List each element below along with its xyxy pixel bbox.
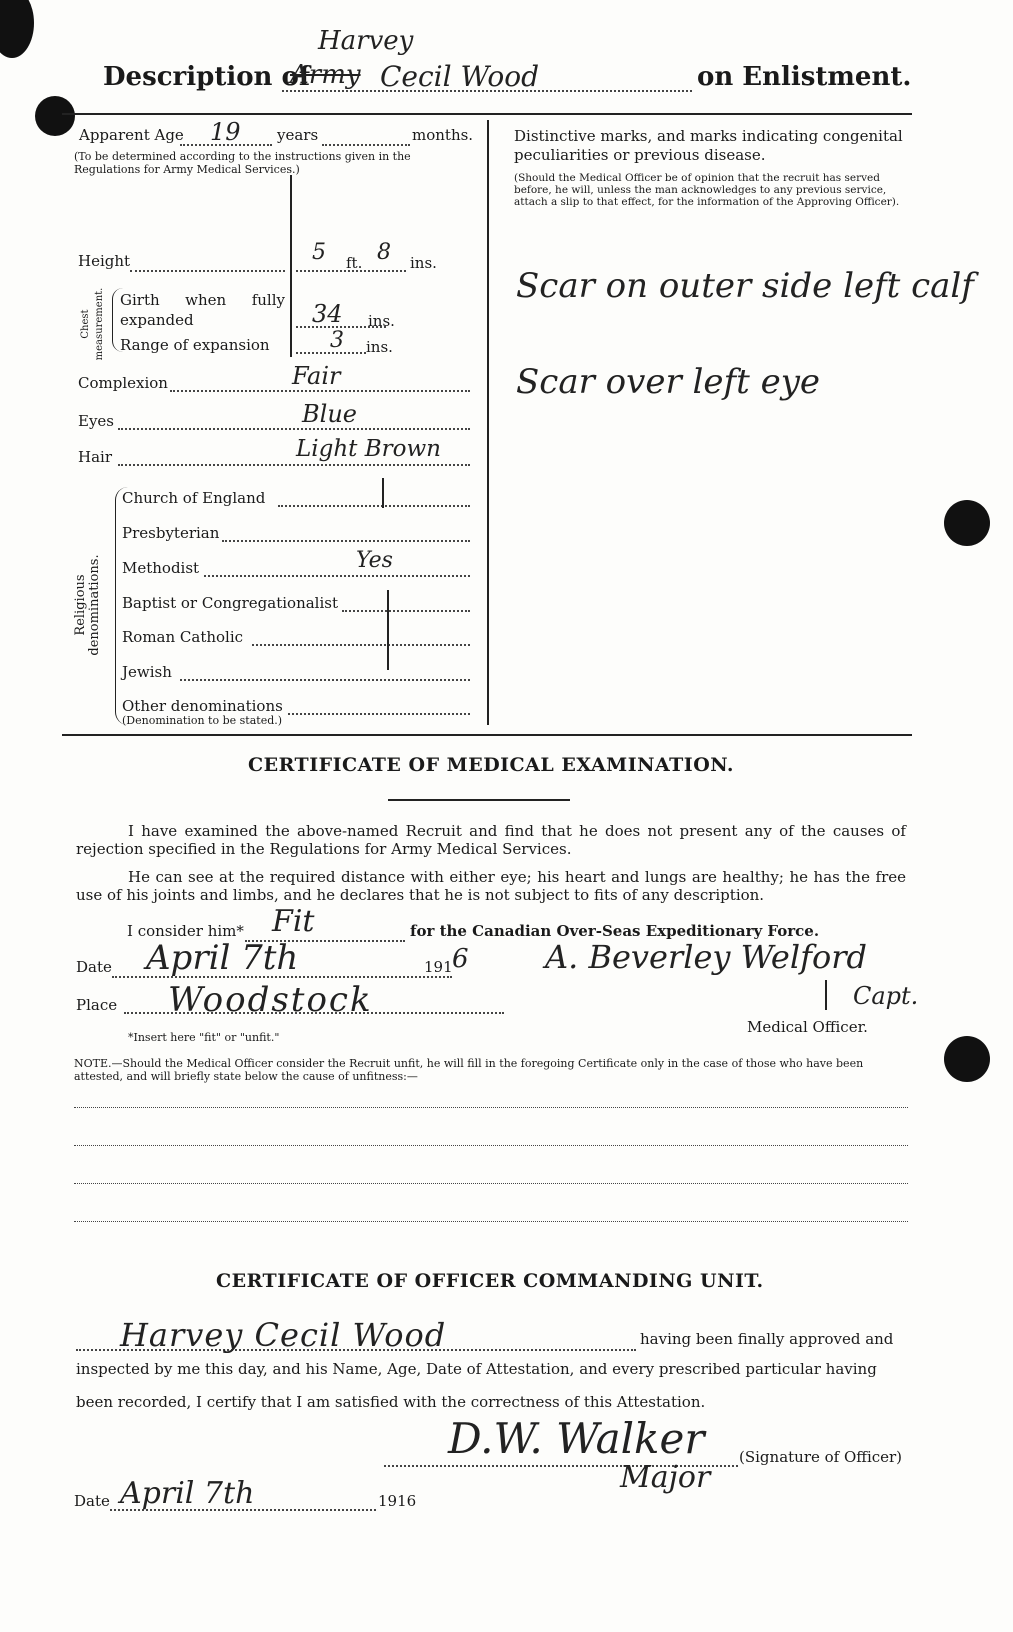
hair-line: [118, 464, 470, 466]
medical-para-2: He can see at the required distance with either eye; his heart and lungs are healthy; he has the free use of his joints and limbs, and he declares that he is not subject to fits of any description.: [76, 868, 906, 904]
punch-hole: [0, 0, 34, 58]
column-divider: [487, 120, 489, 725]
title-underline: [388, 799, 570, 801]
religion-line: [342, 610, 470, 612]
punch-hole: [944, 1036, 990, 1082]
eyes-line: [118, 428, 470, 430]
officer-rank: Major: [620, 1460, 711, 1495]
consider-value: Fit: [272, 904, 315, 939]
ins-label: ins.: [410, 254, 437, 272]
consider-prefix: I consider him*: [127, 922, 244, 940]
punch-hole: [35, 96, 75, 136]
hair-value: Light Brown: [296, 436, 441, 462]
religion-presbyterian: Presbyterian: [122, 524, 220, 542]
punch-hole: [944, 500, 990, 546]
height-label: Height: [78, 252, 131, 270]
religion-label: Religious denominations.: [73, 554, 102, 656]
cert-text-2: inspected by me this day, and his Name, Age, Date of Attestation, and every prescribed particular having: [76, 1360, 877, 1378]
date-label: Date: [76, 958, 112, 976]
eyes-value: Blue: [302, 400, 357, 428]
consider-suffix: for the Canadian Over-Seas Expeditionary Force.: [410, 922, 820, 940]
cert-text-1: having been finally approved and: [640, 1330, 894, 1348]
header-rule: [62, 113, 912, 115]
distinctive-marks-note: (Should the Medical Officer be of opinion that the recruit has served before, he will, unless the man acknowledges to any previous service, attach a slip to that effect, for the information of the Approving Officer).: [514, 172, 900, 208]
year-printed: 191: [424, 958, 453, 976]
range-label: Range of expansion: [120, 336, 270, 354]
months-label: months.: [412, 126, 474, 144]
chest-label: Chest measurement.: [80, 287, 105, 361]
header-struck-name: Army: [290, 60, 361, 90]
girth-ins-label: ins.: [368, 312, 395, 330]
girth-label: Girth when fully expanded: [120, 291, 285, 329]
range-ins-label: ins.: [366, 338, 393, 356]
section-rule: [62, 734, 912, 736]
year-written: 6: [452, 944, 469, 974]
date-value: April 7th: [146, 938, 299, 978]
place-label: Place: [76, 996, 118, 1014]
religion-line: [204, 575, 470, 577]
medical-officer-label: Medical Officer.: [747, 1018, 868, 1036]
unfitness-line: [74, 1107, 908, 1108]
age-label: Apparent Age: [79, 126, 184, 144]
distinctive-marks-heading: Distinctive marks, and marks indicating congenital peculiarities or previous disease.: [514, 127, 903, 164]
eyes-label: Eyes: [78, 412, 114, 430]
height-ft-value: 5: [312, 240, 326, 265]
religion-methodist: Methodist: [122, 559, 200, 577]
header-prefix: Description of: [103, 62, 311, 92]
religion-baptist: Baptist or Congregationalist: [122, 594, 338, 612]
range-value: 3: [330, 328, 344, 353]
height-value-line: [296, 270, 406, 272]
cert-name-value: Harvey Cecil Wood: [120, 1316, 447, 1354]
complexion-value: Fair: [292, 362, 341, 390]
hand-stroke: [387, 590, 389, 670]
header-name-line: [282, 90, 692, 92]
medical-rank: Capt.: [853, 982, 919, 1010]
unfit-note: NOTE.—Should the Medical Officer consider the Recruit unfit, he will fill in the foregoing Certificate only in the case of those who have been attested, and will briefly state below the cause of unfitness:—: [74, 1057, 864, 1083]
cert-date-label: Date: [74, 1492, 110, 1510]
girth-value: 34: [312, 300, 343, 328]
cert-text-3: been recorded, I certify that I am satisfied with the correctness of this Attestation.: [76, 1393, 706, 1411]
hair-label: Hair: [78, 448, 112, 466]
medical-signature: A. Beverley Welford: [545, 938, 867, 976]
religion-line: [222, 540, 470, 542]
age-note: (To be determined according to the instructions given in the Regulations for Army Medical Services.): [74, 150, 411, 176]
religion-jewish: Jewish: [122, 663, 172, 681]
cert-date-value: April 7th: [120, 1476, 255, 1511]
officer-signature: D.W. Walker: [448, 1414, 705, 1463]
height-in-value: 8: [377, 240, 391, 265]
methodist-mark: Yes: [356, 548, 393, 573]
hand-stroke: [382, 478, 384, 508]
commanding-title: CERTIFICATE OF OFFICER COMMANDING UNIT.: [216, 1270, 764, 1292]
religion-line: [180, 679, 470, 681]
complexion-label: Complexion: [78, 374, 168, 392]
months-line: [322, 144, 410, 146]
distinctive-mark-2: Scar over left eye: [516, 362, 821, 402]
cert-date-year: 1916: [378, 1492, 417, 1510]
medical-para-1: I have examined the above-named Recruit and find that he does not present any of the causes of rejection specified in the Regulations for Army Medical Services.: [76, 822, 906, 858]
measurement-divider: [290, 175, 292, 357]
medical-title: CERTIFICATE OF MEDICAL EXAMINATION.: [248, 754, 735, 776]
unfitness-line: [74, 1221, 908, 1222]
header-handwritten-name: Cecil Wood: [380, 60, 540, 93]
unfitness-line: [74, 1183, 908, 1184]
religion-line: [288, 713, 470, 715]
age-value: 19: [210, 118, 241, 146]
place-value: Woodstock: [168, 980, 373, 1020]
complexion-line: [170, 390, 470, 392]
height-line: [130, 270, 285, 272]
distinctive-mark-1: Scar on outer side left calf: [516, 266, 974, 306]
other-denomination-note: (Denomination to be stated.): [122, 714, 283, 727]
religion-line: [252, 644, 470, 646]
insert-note: *Insert here "fit" or "unfit.": [128, 1031, 280, 1044]
hand-stroke: [825, 980, 827, 1010]
officer-signature-label: (Signature of Officer): [739, 1448, 903, 1466]
header-suffix: on Enlistment.: [697, 62, 912, 92]
unfitness-line: [74, 1145, 908, 1146]
religion-church-of-england: Church of England: [122, 489, 266, 507]
religion-line: [278, 505, 470, 507]
header-handwritten-above: Harvey: [318, 26, 414, 56]
years-label: years: [277, 126, 319, 144]
religion-other: Other denominations: [122, 697, 283, 715]
religion-roman-catholic: Roman Catholic: [122, 628, 244, 646]
ft-label: ft.: [346, 254, 363, 272]
